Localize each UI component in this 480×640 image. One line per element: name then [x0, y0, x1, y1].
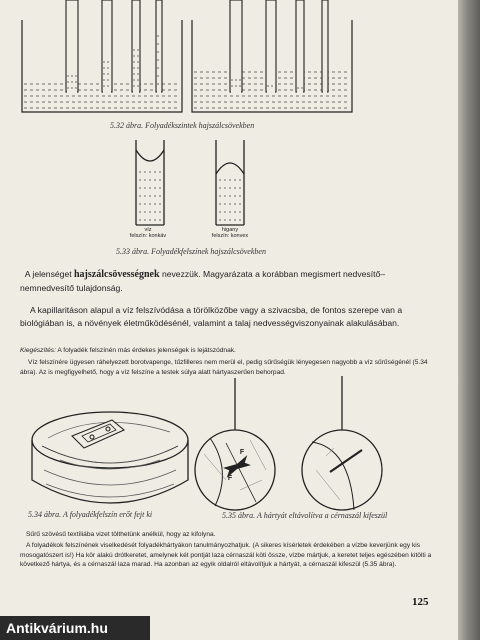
paragraph-textile: Sűrű szövésű textíliába vizet tölthetünk anélkül, hogy az kifolyna. — [26, 531, 216, 538]
book-spine-edge — [458, 0, 480, 640]
paragraph-applications: A kapillaritáson alapul a víz felszívódása a törölközőbe vagy a szivacsba, de fontos szerepe van a biológiában is, a növények életműködésénél, valamint a talaj nedvességviszonyainak alakulásában. — [20, 305, 403, 328]
paragraph-supplement: Kiegészítés: A folyadék felszínén más érdekes jelenségek is lejátszódnak. — [20, 347, 236, 354]
water-label: víz felszín: konkáv — [129, 227, 167, 239]
force-label-1: F — [239, 449, 245, 456]
supplement-label: Kiegészítés: — [20, 347, 56, 354]
caption-fig-5-34: 5.34 ábra. A folyadékfelszín erőt fejt ki — [28, 510, 153, 519]
caption-fig-5-33: 5.33 ábra. Folyadékfelszínek hajszálcsövekben — [116, 247, 266, 256]
watermark-logo: Antikvárium.hu — [0, 616, 150, 640]
term-capillarity: hajszálcsövességnek — [74, 269, 160, 280]
page-number: 125 — [412, 596, 429, 608]
caption-fig-5-35: 5.35 ábra. A hártyát eltávolítva a cérnaszál kifeszül — [222, 511, 388, 520]
paragraph-film-experiment: A folyadékok felszínének viselkedését folyadékhártyákon tanulmányozhatjuk. (A sikeres kísérletek érdekében a vízbe keverjünk egy kis mosogatószert is!) Ha kör alakú drótkeretet, amelynek két pontját laza cérnaszál köti össze, vízbe mártjuk, a keretet teljes egészében kitölti a következő hártya, és a cérnaszál laza marad. Ha azonban az egyik oldalról eltávolítjuk a hártyát, a cérnaszál kifeszül (5.35 ábra). — [20, 542, 432, 569]
force-label-2: F — [227, 475, 233, 482]
paragraph-razor: Víz felszínére ügyesen ráhelyezett borotvapenge, tűzfilleres nem merül el, pedig sűrűségük lényegesen nagyobb a víz sűrűségénél (5.34 ábra). Az is megfigyelhető, hogy a víz felszíne a testek súlya alatt hártyaszerűen behorpad. — [20, 359, 428, 376]
mercury-label: higany felszín: konvex — [211, 227, 249, 239]
caption-fig-5-32: 5.32 ábra. Folyadékszintek hajszálcsövekben — [110, 121, 255, 130]
paragraph-capillarity: A jelenséget hajszálcsövességnek nevezzük. Magyarázata a korábban megismert nedvesítő–nemnedvesítő tulajdonság. — [20, 269, 386, 293]
